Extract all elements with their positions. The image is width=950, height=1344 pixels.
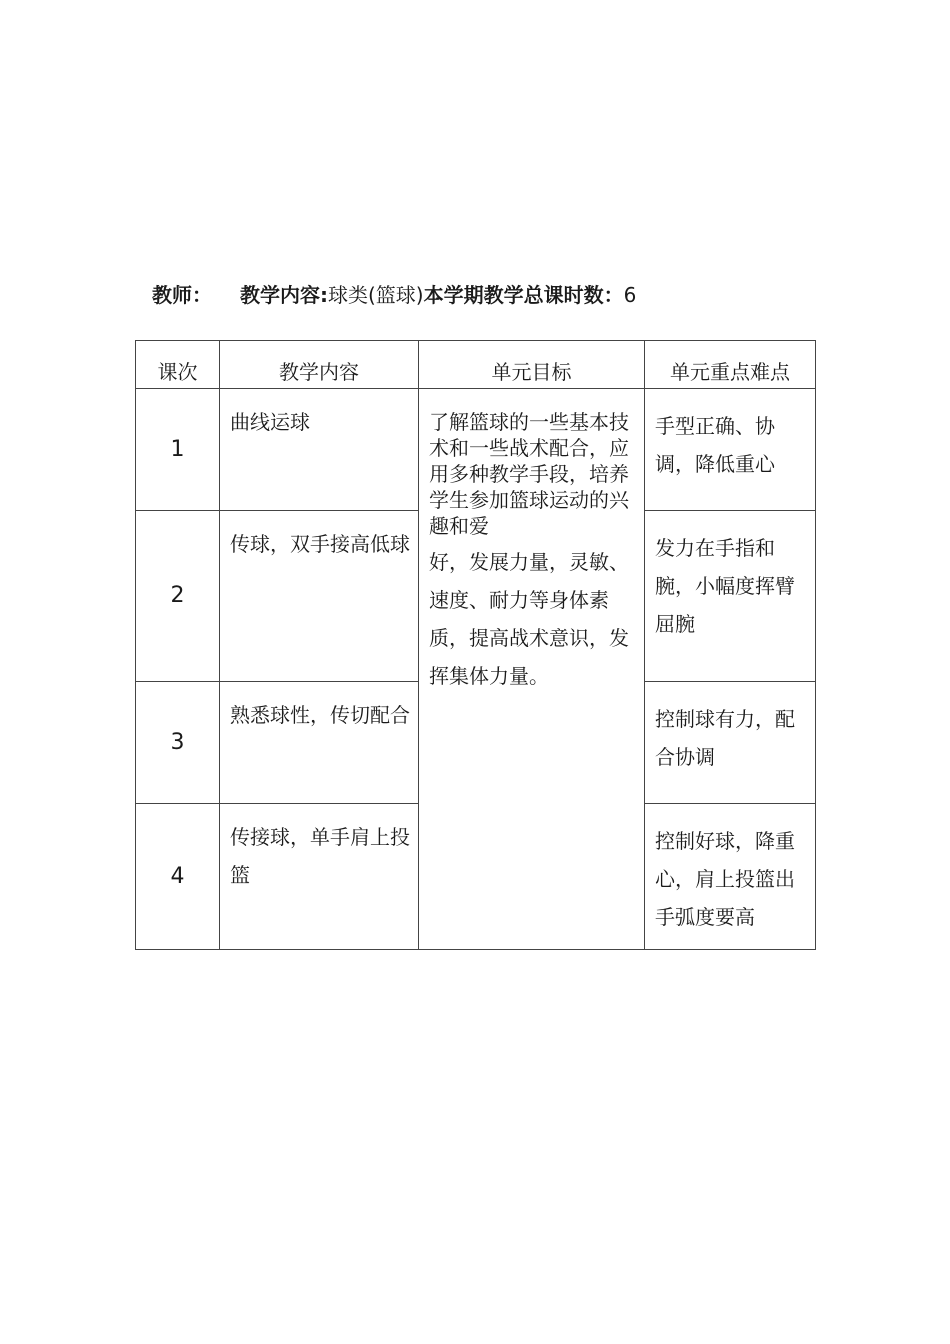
column-header-content: 教学内容 — [220, 341, 419, 389]
lesson-number: 4 — [136, 804, 220, 950]
lesson-key-points: 手型正确、协调，降低重心 — [645, 389, 816, 511]
column-header-key-points: 单元重点难点 — [645, 341, 816, 389]
lesson-key-points: 控制好球，降重心，肩上投篮出手弧度要高 — [645, 804, 816, 950]
table-header-row — [136, 341, 816, 389]
lesson-number: 3 — [136, 682, 220, 804]
content-label: 教学内容: — [240, 283, 328, 307]
unit-goal — [419, 389, 645, 950]
lesson-plan-table — [135, 340, 816, 950]
content-value: 球类(篮球) — [328, 283, 424, 307]
lesson-content: 传球，双手接高低球 — [220, 511, 419, 682]
lesson-content: 传接球，单手肩上投篮 — [220, 804, 419, 950]
column-header-lesson-number: 课次 — [136, 341, 220, 389]
document-header — [152, 280, 636, 310]
lesson-number: 1 — [136, 389, 220, 511]
lesson-content: 熟悉球性，传切配合 — [220, 682, 419, 804]
total-hours-value: 6 — [623, 283, 637, 307]
unit-goal-text-part2: 好，发展力量，灵敏、速度、耐力等身体素质，提高战术意识，发挥集体力量。 — [429, 550, 629, 688]
lesson-key-points: 发力在手指和腕，小幅度挥臂屈腕 — [645, 511, 816, 682]
table-row — [136, 389, 816, 511]
teacher-label: 教师： — [152, 283, 212, 307]
unit-goal-text-part1: 了解篮球的一些基本技术和一些战术配合，应用多种教学手段，培养学生参加篮球运动的兴趣和爱 — [429, 410, 629, 538]
lesson-key-points: 控制球有力，配合协调 — [645, 682, 816, 804]
column-header-unit-goal: 单元目标 — [419, 341, 645, 389]
lesson-content: 曲线运球 — [220, 389, 419, 511]
total-hours-label: 本学期教学总课时数： — [423, 283, 624, 307]
lesson-number: 2 — [136, 511, 220, 682]
